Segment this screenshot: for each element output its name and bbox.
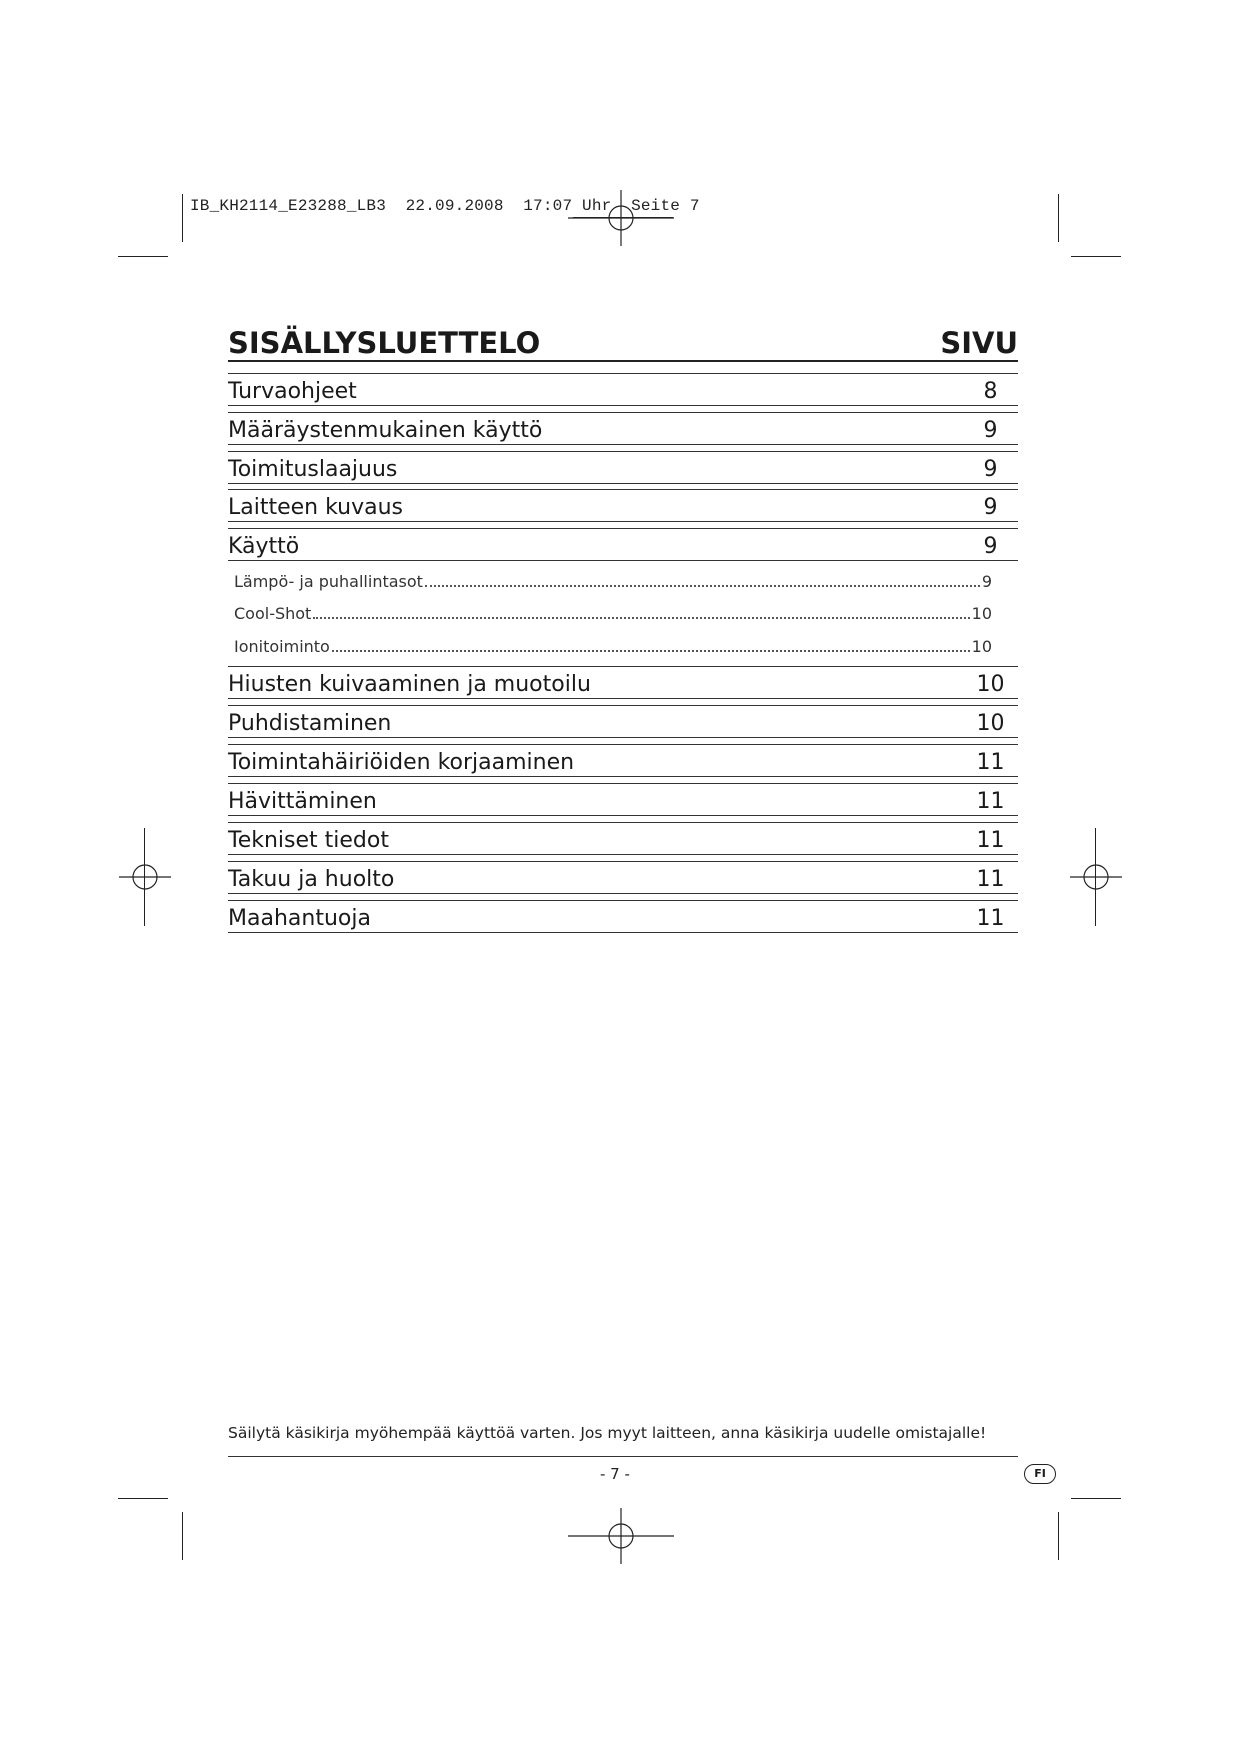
divider	[228, 932, 1018, 933]
toc-entry-label: Toimintahäiriöiden korjaaminen	[228, 749, 575, 775]
page-column-label: SIVU	[940, 326, 1018, 360]
divider	[228, 854, 1018, 855]
toc-entry-label: Laitteen kuvaus	[228, 494, 404, 520]
crop-mark	[1058, 1512, 1059, 1560]
crop-mark	[182, 1512, 183, 1560]
dot-leader	[425, 571, 980, 587]
registration-mark-icon	[119, 851, 171, 903]
toc-entry-page: 11	[976, 905, 1005, 931]
toc-entry	[228, 412, 1018, 448]
toc-entry	[228, 705, 1018, 741]
toc-entry-page: 9	[983, 533, 998, 559]
toc-entry	[228, 822, 1018, 858]
toc-entry	[228, 373, 1018, 409]
toc-subentry-label: Cool-Shot	[234, 603, 312, 623]
toc-entry-label: Määräystenmukainen käyttö	[228, 417, 543, 443]
toc-entry	[228, 861, 1018, 897]
toc-entry-label: Toimituslaajuus	[228, 456, 398, 482]
toc-entry-page: 9	[983, 494, 998, 520]
divider	[228, 815, 1018, 816]
registration-mark-icon	[1070, 851, 1122, 903]
toc-entry-label: Tekniset tiedot	[228, 827, 389, 853]
toc-subentry	[234, 568, 992, 594]
toc-entry-page: 11	[976, 827, 1005, 853]
toc-entry-page: 11	[976, 749, 1005, 775]
toc-entry	[228, 451, 1018, 487]
toc-entry-label: Hävittäminen	[228, 788, 377, 814]
divider	[228, 444, 1018, 445]
toc-entry-label: Käyttö	[228, 533, 300, 559]
toc-entry-page: 9	[983, 456, 998, 482]
toc-entry-page: 11	[976, 788, 1005, 814]
toc-entry	[228, 666, 1018, 702]
toc-subentry-label: Lämpö- ja puhallintasot	[234, 571, 423, 591]
toc-entry-page: 10	[976, 710, 1005, 736]
dot-leader	[313, 603, 969, 619]
toc-entry	[228, 489, 1018, 525]
page-number: - 7 -	[600, 1465, 630, 1483]
toc-entry-label: Turvaohjeet	[228, 378, 357, 404]
divider	[228, 521, 1018, 522]
toc-entry-label: Hiusten kuivaaminen ja muotoilu	[228, 671, 591, 697]
divider	[228, 360, 1018, 362]
divider	[228, 405, 1018, 406]
crop-mark	[182, 194, 183, 242]
registration-mark-icon	[568, 1508, 674, 1564]
dot-leader	[332, 636, 970, 652]
toc-subentry-page: 10	[971, 636, 992, 656]
language-badge: FI	[1024, 1464, 1056, 1484]
divider	[228, 483, 1018, 484]
toc-entry-page: 11	[976, 866, 1005, 892]
print-slug: IB_KH2114_E23288_LB3 22.09.2008 17:07 Uhr Seite 7	[190, 197, 700, 215]
slug-underline	[573, 217, 673, 218]
toc-entry-label: Puhdistaminen	[228, 710, 392, 736]
toc-title: SISÄLLYSLUETTELO	[228, 326, 541, 360]
divider	[228, 737, 1018, 738]
crop-mark	[118, 1498, 168, 1499]
toc-entry-label: Maahantuoja	[228, 905, 371, 931]
crop-mark	[1058, 194, 1059, 242]
toc-entry	[228, 900, 1018, 936]
footer-divider	[228, 1456, 1018, 1457]
toc-entry	[228, 744, 1018, 780]
divider	[228, 893, 1018, 894]
toc-subentry	[234, 600, 992, 626]
toc-header	[228, 320, 1018, 360]
crop-mark	[118, 256, 168, 257]
toc-subentry-page: 9	[981, 571, 992, 591]
crop-mark	[1071, 1498, 1121, 1499]
toc-entry	[228, 528, 1018, 564]
toc-entry	[228, 783, 1018, 819]
toc-subentry-page: 10	[971, 603, 992, 623]
crop-mark	[1071, 256, 1121, 257]
divider	[228, 776, 1018, 777]
toc-entry-page: 8	[983, 378, 998, 404]
toc-entry-page: 9	[983, 417, 998, 443]
footer-note: Säilytä käsikirja myöhempää käyttöä varten. Jos myyt laitteen, anna käsikirja uudelle omistajalle!	[228, 1424, 987, 1442]
divider	[228, 560, 1018, 561]
toc-subentry-label: Ionitoiminto	[234, 636, 330, 656]
toc-entry-label: Takuu ja huolto	[228, 866, 395, 892]
toc-entry-page: 10	[976, 671, 1005, 697]
toc-subentry	[234, 633, 992, 659]
divider	[228, 698, 1018, 699]
